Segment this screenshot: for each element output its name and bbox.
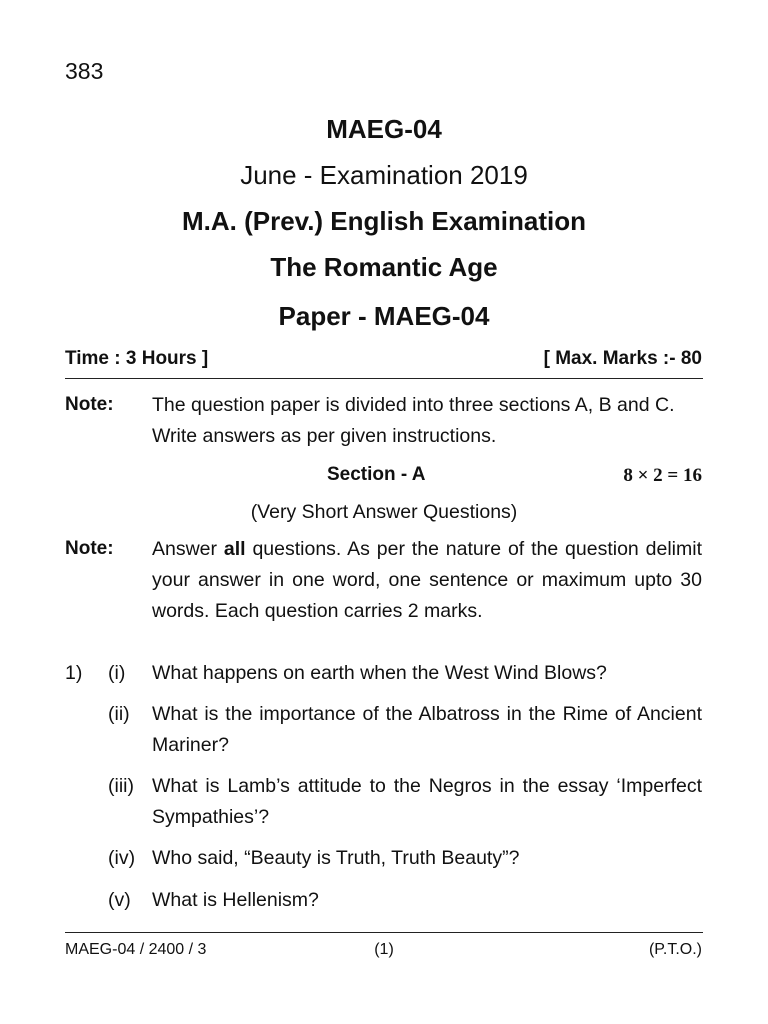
subquestion-text: What is the importance of the Albatross in the Rime of Ancient Mariner? [152,703,702,756]
subquestion-number: (v) [108,889,131,911]
paper-title: Paper - MAEG-04 [278,301,490,331]
general-instructions: The question paper is divided into three sections A, B and C. Write answers as per given instructions. [152,394,675,447]
subquestion-text: What is Hellenism? [152,889,319,911]
instruction-text: questions. As per the nature of the question delimit your answer in one word, one sentence or maximum upto 30 words. Each question carries 2 marks. [152,538,702,622]
subject-title: The Romantic Age [270,252,498,282]
footer-page-number: (1) [374,941,394,958]
subquestion-text: What is Lamb’s attitude to the Negros in the essay ‘Imperfect Sympathies’? [152,775,702,828]
section-a-subtitle: (Very Short Answer Questions) [250,501,518,523]
subquestion-text: Who said, “Beauty is Truth, Truth Beauty”? [152,847,520,869]
note-label: Note: [65,394,114,415]
page-number: 383 [65,58,104,84]
max-marks: [ Max. Marks :- 80 [543,348,702,369]
instruction-emphasis: all [223,538,246,560]
subquestion-number: (i) [108,662,126,684]
subquestion-text: What happens on earth when the West Wind Blows? [152,662,607,684]
footer-pto: (P.T.O.) [648,941,702,958]
subquestion-number: (iii) [108,775,134,797]
instruction-text: Answer [152,538,224,560]
exam-session: June - Examination 2019 [240,160,528,190]
footer-divider [65,932,703,933]
subquestion-number: (iv) [108,847,136,869]
paper-code-title: MAEG-04 [326,114,442,144]
section-a-title: Section - A [327,464,426,485]
time-allowed: Time : 3 Hours ] [65,348,209,369]
exam-name: M.A. (Prev.) English Examination [181,206,587,236]
footer-code: MAEG-04 / 2400 / 3 [65,941,207,958]
header-divider [65,378,703,379]
subquestion-number: (ii) [108,703,130,725]
section-instructions [152,534,702,627]
section-note-label: Note: [65,538,114,559]
section-a-marks: 8 × 2 = 16 [623,465,702,486]
question-number: 1) [65,662,83,684]
